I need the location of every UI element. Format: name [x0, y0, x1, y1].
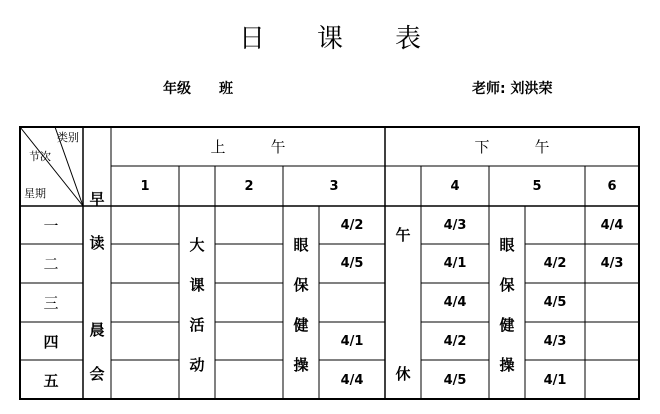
table-cell-p6-mon: 4/4	[600, 217, 624, 233]
weekday-2: 二	[43, 255, 59, 273]
table-cell-p5-thu: 4/3	[543, 333, 567, 349]
eye-exercise-char: 操	[499, 355, 515, 374]
weekday-3: 三	[43, 294, 59, 312]
grade-label: 年级	[163, 81, 191, 97]
eye-exercise-column-1	[283, 224, 319, 384]
table-cell-p6-fri	[585, 360, 639, 400]
table-cell-p3-wed	[319, 283, 385, 322]
table-cell-p5-tue: 4/2	[543, 256, 567, 271]
table-cell-p4-mon: 4/3	[443, 217, 467, 233]
early-reading-char: 读	[89, 233, 105, 252]
eye-exercise-column-2	[489, 224, 525, 384]
table-cell-p5-wed: 4/5	[543, 295, 567, 310]
table-cell-p4-wed: 4/4	[443, 295, 467, 310]
period-header-2: 2	[244, 178, 254, 194]
table-cell-p3-mon: 4/2	[340, 217, 364, 233]
early-reading-char: 会	[89, 365, 105, 384]
table-cell-p4-fri: 4/5	[443, 372, 467, 388]
weekday-1: 一	[43, 216, 59, 235]
eye-exercise-char: 操	[293, 355, 309, 374]
eye-exercise-char: 保	[293, 275, 309, 294]
teacher-label: 老师: 刘洪荣	[472, 81, 553, 97]
early-reading-char: 早	[89, 189, 105, 208]
big-break-char: 大	[189, 235, 205, 254]
period-header-4: 4	[450, 178, 460, 194]
eye-exercise-char: 眼	[293, 235, 309, 254]
table-cell-p4-tue: 4/1	[443, 256, 467, 271]
table-cell-p6-wed	[585, 283, 639, 322]
title-char-2: 课	[316, 24, 343, 54]
schedule-table	[19, 126, 640, 400]
title-char-3: 表	[395, 24, 422, 54]
corner-weekday-label: 星期	[24, 187, 46, 200]
class-label: 班	[219, 81, 233, 97]
noon-break-column	[385, 224, 421, 384]
big-break-char: 课	[189, 275, 205, 294]
period-header-5: 5	[532, 178, 542, 194]
table-cell-p6-tue: 4/3	[600, 256, 624, 271]
table-cell-p3-fri: 4/4	[340, 372, 364, 388]
title-char-1: 日	[238, 24, 265, 54]
eye-exercise-char: 眼	[499, 235, 515, 254]
page-title	[0, 18, 660, 55]
big-break-column	[179, 224, 215, 384]
noon-break-char: 休	[395, 365, 411, 383]
morning-header: 上 午	[210, 137, 286, 156]
table-cell-p5-fri: 4/1	[543, 372, 567, 388]
period-header-3: 3	[329, 178, 339, 194]
early-reading-column	[83, 176, 111, 396]
table-cell-p3-tue: 4/5	[340, 256, 364, 271]
weekday-4: 四	[43, 332, 59, 351]
corner-period-label: 节次	[29, 150, 51, 163]
weekday-5: 五	[43, 371, 59, 390]
table-cell-p4-thu: 4/2	[443, 333, 467, 349]
big-break-char: 活	[189, 315, 205, 334]
table-cell-p5-mon	[525, 206, 585, 244]
eye-exercise-char: 健	[293, 315, 309, 334]
period-header-6: 6	[607, 178, 617, 194]
corner-category-label: 类别	[57, 131, 79, 144]
big-break-char: 动	[189, 355, 205, 374]
afternoon-header: 下 午	[474, 137, 550, 156]
eye-exercise-char: 保	[499, 275, 515, 294]
grade-class-line	[163, 78, 233, 98]
period-header-1: 1	[140, 178, 150, 194]
early-reading-char: 晨	[89, 321, 105, 340]
noon-break-char: 午	[395, 226, 411, 244]
table-cell-p6-thu	[585, 322, 639, 360]
eye-exercise-char: 健	[499, 315, 515, 334]
table-cell-p3-thu: 4/1	[340, 333, 364, 349]
